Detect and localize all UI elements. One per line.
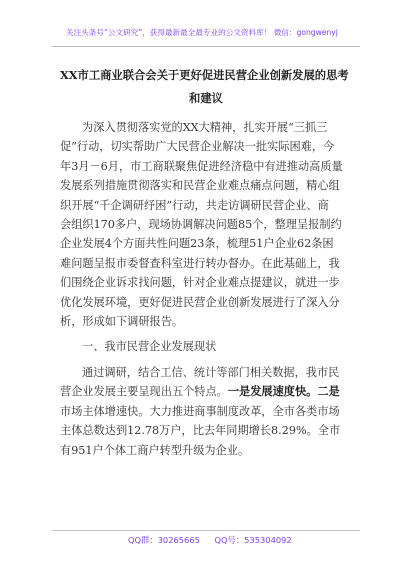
section-1-heading: 一、我市民营企业发展现状 — [82, 340, 217, 354]
status-line: 市场主体增速快。大力推进商事制度改革，全市各类市场 — [60, 404, 340, 418]
intro-paragraph — [60, 118, 352, 331]
status-line — [60, 382, 352, 401]
intro-line: 年3月－6月，市工商联聚焦促进经济稳中有进推动高质量 — [60, 159, 343, 173]
document-title — [60, 64, 352, 110]
status-line-text: 营企业发展主要呈现出五个特点。 — [60, 385, 228, 399]
footer-qq-group: QQ群：30265665 — [128, 535, 200, 545]
status-line: 有951户个体工商户转型升级为企业。 — [60, 443, 250, 457]
status-paragraph — [60, 363, 352, 460]
intro-line: 难问题呈报市委督查科室进行转办督办。在此基础上，我 — [60, 256, 340, 270]
status-line-emphasis: 一是发展速度快。二是 — [227, 384, 340, 399]
intro-line: 会组织170多户，现场协调解决问题85个，整理呈报制约 — [60, 218, 342, 232]
title-line-1: XX市工商业联合会关于更好促进民营企业创新发展的思考 — [60, 68, 349, 82]
footer-divider — [52, 530, 360, 531]
intro-line: 企业发展4个方面共性问题23条，梳理51户企业62条困 — [60, 237, 334, 251]
intro-line: 为深入贯彻落实党的XX大精神，扎实开展“三抓三 — [82, 121, 328, 134]
intro-line: 析，形成如下调研报告。 — [60, 315, 184, 329]
title-line-2: 和建议 — [189, 91, 223, 105]
intro-line: 们围绕企业诉求找问题，针对企业难点提建议，就进一步 — [60, 276, 340, 290]
intro-line: 织开展“千企调研纾困”行动，共走访调研民营企业、商 — [60, 198, 329, 212]
intro-line: 优化发展环境，更好促进民营企业创新发展进行了深入分 — [60, 295, 340, 309]
section-heading — [60, 337, 352, 356]
status-line: 通过调研，结合工信、统计等部门相关数据，我市民 — [82, 365, 340, 379]
document-body — [60, 118, 352, 460]
header-divider — [52, 46, 360, 47]
status-line: 主体总数达到12.78万户，比去年同期增长8.29%。全市 — [60, 424, 341, 438]
intro-line: 发展系列措施贯彻落实和民营企业难点痛点问题，精心组 — [60, 179, 340, 193]
footer-contact — [128, 534, 328, 546]
footer-qq-number: QQ号：535304092 — [214, 535, 292, 545]
intro-line: 促”行动，切实帮助广大民营企业解决一批实际困难，今 — [60, 140, 335, 154]
header-banner: 关注头条号“公文研究”，获得最新最全最专业的公文资料库！ 微信：gongwenyj — [66, 28, 338, 37]
